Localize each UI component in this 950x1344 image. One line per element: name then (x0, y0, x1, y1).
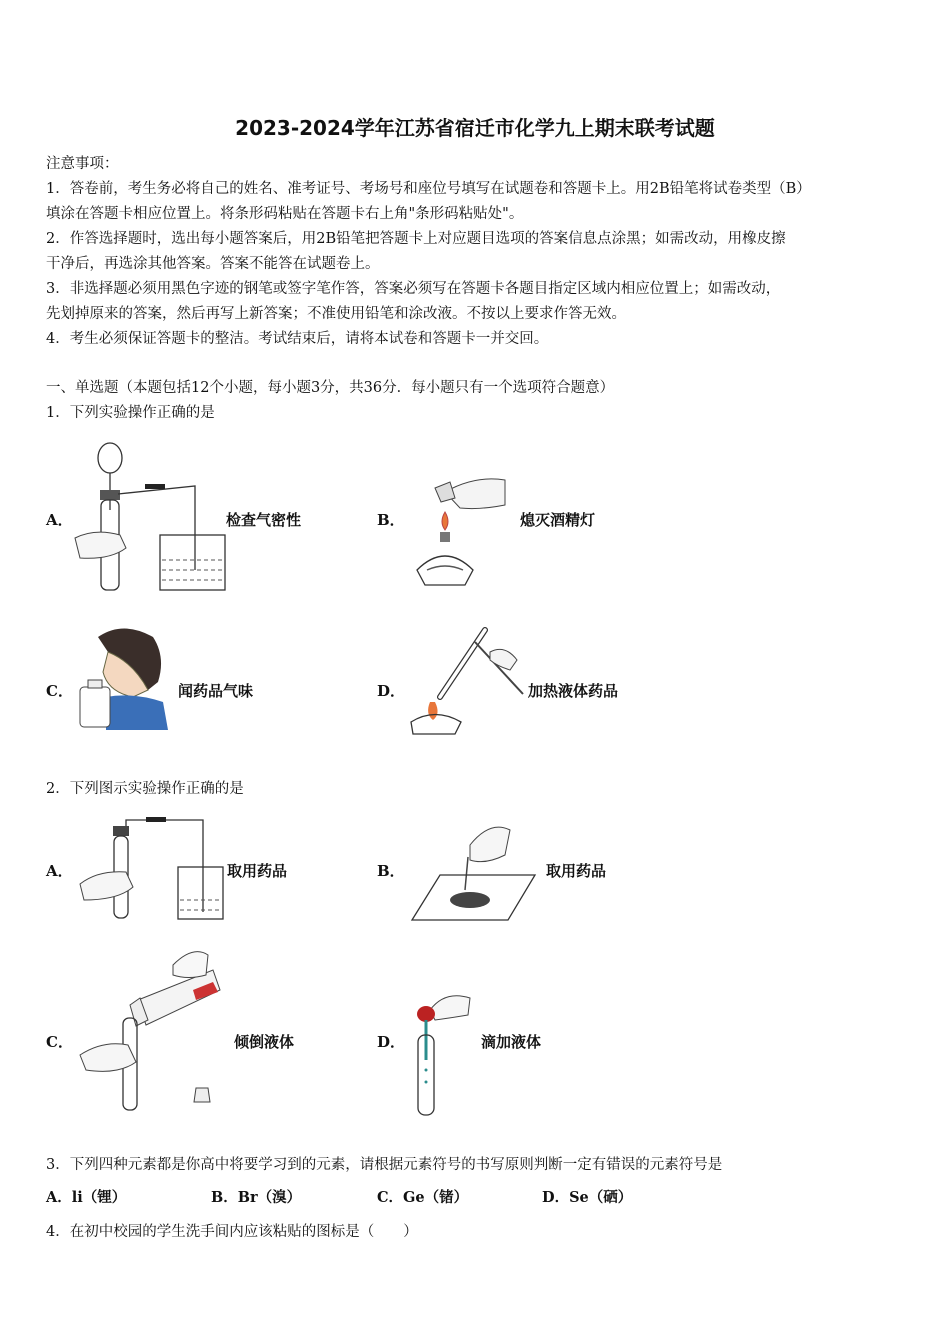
q2-option-d-letter: D． (377, 1033, 406, 1051)
section-heading: 一、单选题（本题包括12个小题，每小题3分，共36分．每小题只有一个选项符合题意） (46, 380, 615, 396)
notice-line: 干净后，再选涂其他答案。答案不能答在试题卷上。 (46, 256, 380, 272)
take-chemical-figure (410, 815, 540, 925)
q2-option-c-letter: C． (46, 1033, 73, 1051)
question-4-stem: 4．在初中校园的学生洗手间内应该粘贴的图标是（ ） (46, 1224, 418, 1240)
drop-liquid-figure (410, 990, 480, 1120)
notice-line: 1．答卷前，考生务必将自己的姓名、准考证号、考场号和座位号填写在试题卷和答题卡上。用2B铅笔将试卷类型（B） (46, 181, 811, 197)
pour-liquid-figure (78, 940, 223, 1115)
notice-line: 先划掉原来的答案，然后再写上新答案；不准使用铅笔和涂改液。不按以上要求作答无效。 (46, 306, 626, 322)
question-2-stem: 2．下列图示实验操作正确的是 (46, 781, 244, 797)
q3-option-b: B．Br（溴） (211, 1189, 302, 1206)
q2-option-d-label: 滴加液体 (481, 1033, 542, 1051)
exam-title: 2023-2024学年江苏省宿迁市化学九上期末联考试题 (235, 116, 715, 140)
q1-option-c-label: 闻药品气味 (178, 682, 254, 700)
q1-option-a-label: 检查气密性 (226, 511, 302, 529)
q1-option-d-label: 加热液体药品 (528, 682, 619, 700)
heat-liquid-figure (405, 622, 530, 740)
extinguish-lamp-figure (405, 470, 515, 595)
q2-option-a-label: 取用药品 (227, 862, 288, 880)
q1-option-d-letter: D． (377, 682, 406, 700)
q1-option-b-letter: B． (377, 511, 405, 529)
q2-option-c-label: 倾倒液体 (234, 1033, 295, 1051)
q2-option-b-letter: B． (377, 862, 405, 880)
q2-option-a-letter: A． (46, 862, 73, 880)
notice-line: 3．非选择题必须用黑色字迹的钢笔或签字笔作答，答案必须写在答题卡各题目指定区域内相应位置上；如需改动， (46, 281, 781, 297)
q3-option-c: C．Ge（锗） (377, 1189, 469, 1206)
notice-line: 4．考生必须保证答题卡的整洁。考试结束后，请将本试卷和答题卡一并交回。 (46, 331, 549, 347)
q3-option-d: D．Se（硒） (542, 1189, 633, 1206)
notice-heading: 注意事项： (46, 156, 119, 172)
question-3-stem: 3．下列四种元素都是你高中将要学习到的元素，请根据元素符号的书写原则判断一定有错误的元素符号是 (46, 1157, 723, 1173)
airtightness-check-figure (78, 812, 228, 922)
q3-option-a: A．li（锂） (46, 1189, 127, 1206)
q1-option-a-letter: A． (46, 511, 73, 529)
q1-option-b-label: 熄灭酒精灯 (520, 511, 596, 529)
airtightness-check-figure (70, 440, 230, 595)
notice-line: 2．作答选择题时，选出每小题答案后，用2B铅笔把答题卡上对应题目选项的答案信息点涂黑；如需改动，用橡皮擦 (46, 231, 786, 247)
question-1-stem: 1．下列实验操作正确的是 (46, 405, 215, 421)
smell-chemical-figure (78, 622, 173, 732)
q1-option-c-letter: C． (46, 682, 73, 700)
notice-line: 填涂在答题卡相应位置上。将条形码粘贴在答题卡右上角"条形码粘贴处"。 (46, 206, 524, 222)
q2-option-b-label: 取用药品 (546, 862, 607, 880)
